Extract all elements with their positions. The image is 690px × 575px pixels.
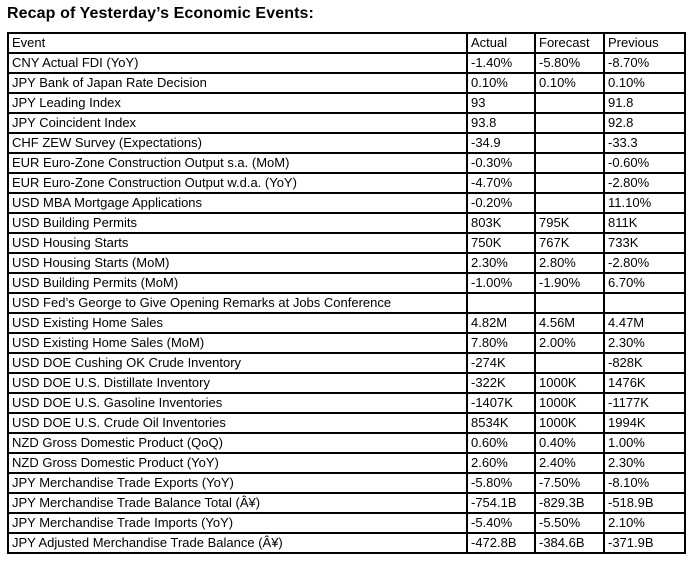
event-cell: USD DOE U.S. Distillate Inventory xyxy=(8,373,467,393)
actual-cell: -754.1B xyxy=(467,493,535,513)
table-row xyxy=(8,533,685,553)
event-cell: JPY Merchandise Trade Balance Total (Â¥) xyxy=(8,493,467,513)
event-cell: NZD Gross Domestic Product (YoY) xyxy=(8,453,467,473)
previous-cell: 733K xyxy=(604,233,685,253)
actual-cell: 93.8 xyxy=(467,113,535,133)
actual-cell: -1407K xyxy=(467,393,535,413)
event-cell: USD MBA Mortgage Applications xyxy=(8,193,467,213)
previous-cell: 1994K xyxy=(604,413,685,433)
previous-cell: -0.60% xyxy=(604,153,685,173)
forecast-cell: 2.80% xyxy=(535,253,604,273)
actual-cell: -0.30% xyxy=(467,153,535,173)
previous-cell: 6.70% xyxy=(604,273,685,293)
actual-cell: -4.70% xyxy=(467,173,535,193)
actual-cell xyxy=(467,293,535,313)
forecast-cell: 1000K xyxy=(535,413,604,433)
forecast-cell xyxy=(535,153,604,173)
actual-cell: 7.80% xyxy=(467,333,535,353)
event-cell: USD Housing Starts (MoM) xyxy=(8,253,467,273)
table-row xyxy=(8,333,685,353)
actual-cell: 2.30% xyxy=(467,253,535,273)
event-cell: CNY Actual FDI (YoY) xyxy=(8,53,467,73)
forecast-cell: 2.40% xyxy=(535,453,604,473)
event-cell: JPY Leading Index xyxy=(8,93,467,113)
previous-cell: 1.00% xyxy=(604,433,685,453)
forecast-cell: -7.50% xyxy=(535,473,604,493)
table-row xyxy=(8,113,685,133)
forecast-cell: 1000K xyxy=(535,373,604,393)
table-row xyxy=(8,253,685,273)
actual-cell: 750K xyxy=(467,233,535,253)
previous-cell: -828K xyxy=(604,353,685,373)
event-cell: USD Fed’s George to Give Opening Remarks at Jobs Conference xyxy=(8,293,467,313)
table-row xyxy=(8,373,685,393)
event-cell: USD DOE Cushing OK Crude Inventory xyxy=(8,353,467,373)
table-row xyxy=(8,393,685,413)
table-row xyxy=(8,73,685,93)
previous-cell: 2.30% xyxy=(604,453,685,473)
forecast-cell: 0.10% xyxy=(535,73,604,93)
forecast-cell xyxy=(535,133,604,153)
actual-cell: 0.60% xyxy=(467,433,535,453)
table-row xyxy=(8,173,685,193)
forecast-cell: 795K xyxy=(535,213,604,233)
forecast-cell: 4.56M xyxy=(535,313,604,333)
forecast-cell: 1000K xyxy=(535,393,604,413)
forecast-cell: 2.00% xyxy=(535,333,604,353)
table-row xyxy=(8,53,685,73)
table-row xyxy=(8,233,685,253)
header-row xyxy=(8,33,685,53)
column-header-actual: Actual xyxy=(467,33,535,53)
table-row xyxy=(8,193,685,213)
actual-cell: -472.8B xyxy=(467,533,535,553)
actual-cell: 2.60% xyxy=(467,453,535,473)
event-cell: USD Building Permits (MoM) xyxy=(8,273,467,293)
table-row xyxy=(8,93,685,113)
event-cell: JPY Adjusted Merchandise Trade Balance (Â¥) xyxy=(8,533,467,553)
previous-cell: 4.47M xyxy=(604,313,685,333)
table-row xyxy=(8,353,685,373)
event-cell: USD DOE U.S. Crude Oil Inventories xyxy=(8,413,467,433)
event-cell: JPY Coincident Index xyxy=(8,113,467,133)
actual-cell: -322K xyxy=(467,373,535,393)
event-cell: USD Building Permits xyxy=(8,213,467,233)
previous-cell: 1476K xyxy=(604,373,685,393)
forecast-cell: 767K xyxy=(535,233,604,253)
actual-cell: -1.40% xyxy=(467,53,535,73)
table-row xyxy=(8,133,685,153)
forecast-cell: -384.6B xyxy=(535,533,604,553)
event-cell: JPY Bank of Japan Rate Decision xyxy=(8,73,467,93)
actual-cell: -0.20% xyxy=(467,193,535,213)
previous-cell: -8.70% xyxy=(604,53,685,73)
event-cell: EUR Euro-Zone Construction Output w.d.a. (YoY) xyxy=(8,173,467,193)
page-title: Recap of Yesterday’s Economic Events: xyxy=(7,5,314,22)
actual-cell: 4.82M xyxy=(467,313,535,333)
forecast-cell xyxy=(535,173,604,193)
actual-cell: 803K xyxy=(467,213,535,233)
event-cell: JPY Merchandise Trade Imports (YoY) xyxy=(8,513,467,533)
event-cell: USD Existing Home Sales xyxy=(8,313,467,333)
previous-cell: -2.80% xyxy=(604,173,685,193)
actual-cell: -5.80% xyxy=(467,473,535,493)
column-header-event: Event xyxy=(8,33,467,53)
table-row xyxy=(8,413,685,433)
actual-cell: 0.10% xyxy=(467,73,535,93)
forecast-cell xyxy=(535,353,604,373)
forecast-cell: -5.50% xyxy=(535,513,604,533)
event-cell: USD DOE U.S. Gasoline Inventories xyxy=(8,393,467,413)
previous-cell: 11.10% xyxy=(604,193,685,213)
table-row xyxy=(8,213,685,233)
forecast-cell xyxy=(535,93,604,113)
actual-cell: -5.40% xyxy=(467,513,535,533)
table-row xyxy=(8,493,685,513)
previous-cell: 2.30% xyxy=(604,333,685,353)
table-row xyxy=(8,153,685,173)
previous-cell: 811K xyxy=(604,213,685,233)
column-header-previous: Previous xyxy=(604,33,685,53)
actual-cell: 93 xyxy=(467,93,535,113)
table-header xyxy=(8,33,685,53)
event-cell: CHF ZEW Survey (Expectations) xyxy=(8,133,467,153)
actual-cell: -1.00% xyxy=(467,273,535,293)
previous-cell: -371.9B xyxy=(604,533,685,553)
previous-cell: -1177K xyxy=(604,393,685,413)
previous-cell xyxy=(604,293,685,313)
previous-cell: 92.8 xyxy=(604,113,685,133)
table-body xyxy=(8,53,685,553)
event-cell: USD Housing Starts xyxy=(8,233,467,253)
table-row xyxy=(8,473,685,493)
previous-cell: 0.10% xyxy=(604,73,685,93)
table-row xyxy=(8,273,685,293)
table-row xyxy=(8,433,685,453)
event-cell: JPY Merchandise Trade Exports (YoY) xyxy=(8,473,467,493)
previous-cell: -33.3 xyxy=(604,133,685,153)
table-row xyxy=(8,313,685,333)
actual-cell: -34.9 xyxy=(467,133,535,153)
forecast-cell: -5.80% xyxy=(535,53,604,73)
previous-cell: 91.8 xyxy=(604,93,685,113)
event-cell: EUR Euro-Zone Construction Output s.a. (MoM) xyxy=(8,153,467,173)
forecast-cell xyxy=(535,113,604,133)
economic-events-table xyxy=(7,32,686,554)
column-header-forecast: Forecast xyxy=(535,33,604,53)
actual-cell: 8534K xyxy=(467,413,535,433)
forecast-cell xyxy=(535,193,604,213)
previous-cell: 2.10% xyxy=(604,513,685,533)
forecast-cell: 0.40% xyxy=(535,433,604,453)
forecast-cell: -829.3B xyxy=(535,493,604,513)
forecast-cell: -1.90% xyxy=(535,273,604,293)
event-cell: USD Existing Home Sales (MoM) xyxy=(8,333,467,353)
actual-cell: -274K xyxy=(467,353,535,373)
event-cell: NZD Gross Domestic Product (QoQ) xyxy=(8,433,467,453)
table-row xyxy=(8,513,685,533)
previous-cell: -2.80% xyxy=(604,253,685,273)
previous-cell: -518.9B xyxy=(604,493,685,513)
table-row xyxy=(8,293,685,313)
table-row xyxy=(8,453,685,473)
forecast-cell xyxy=(535,293,604,313)
previous-cell: -8.10% xyxy=(604,473,685,493)
